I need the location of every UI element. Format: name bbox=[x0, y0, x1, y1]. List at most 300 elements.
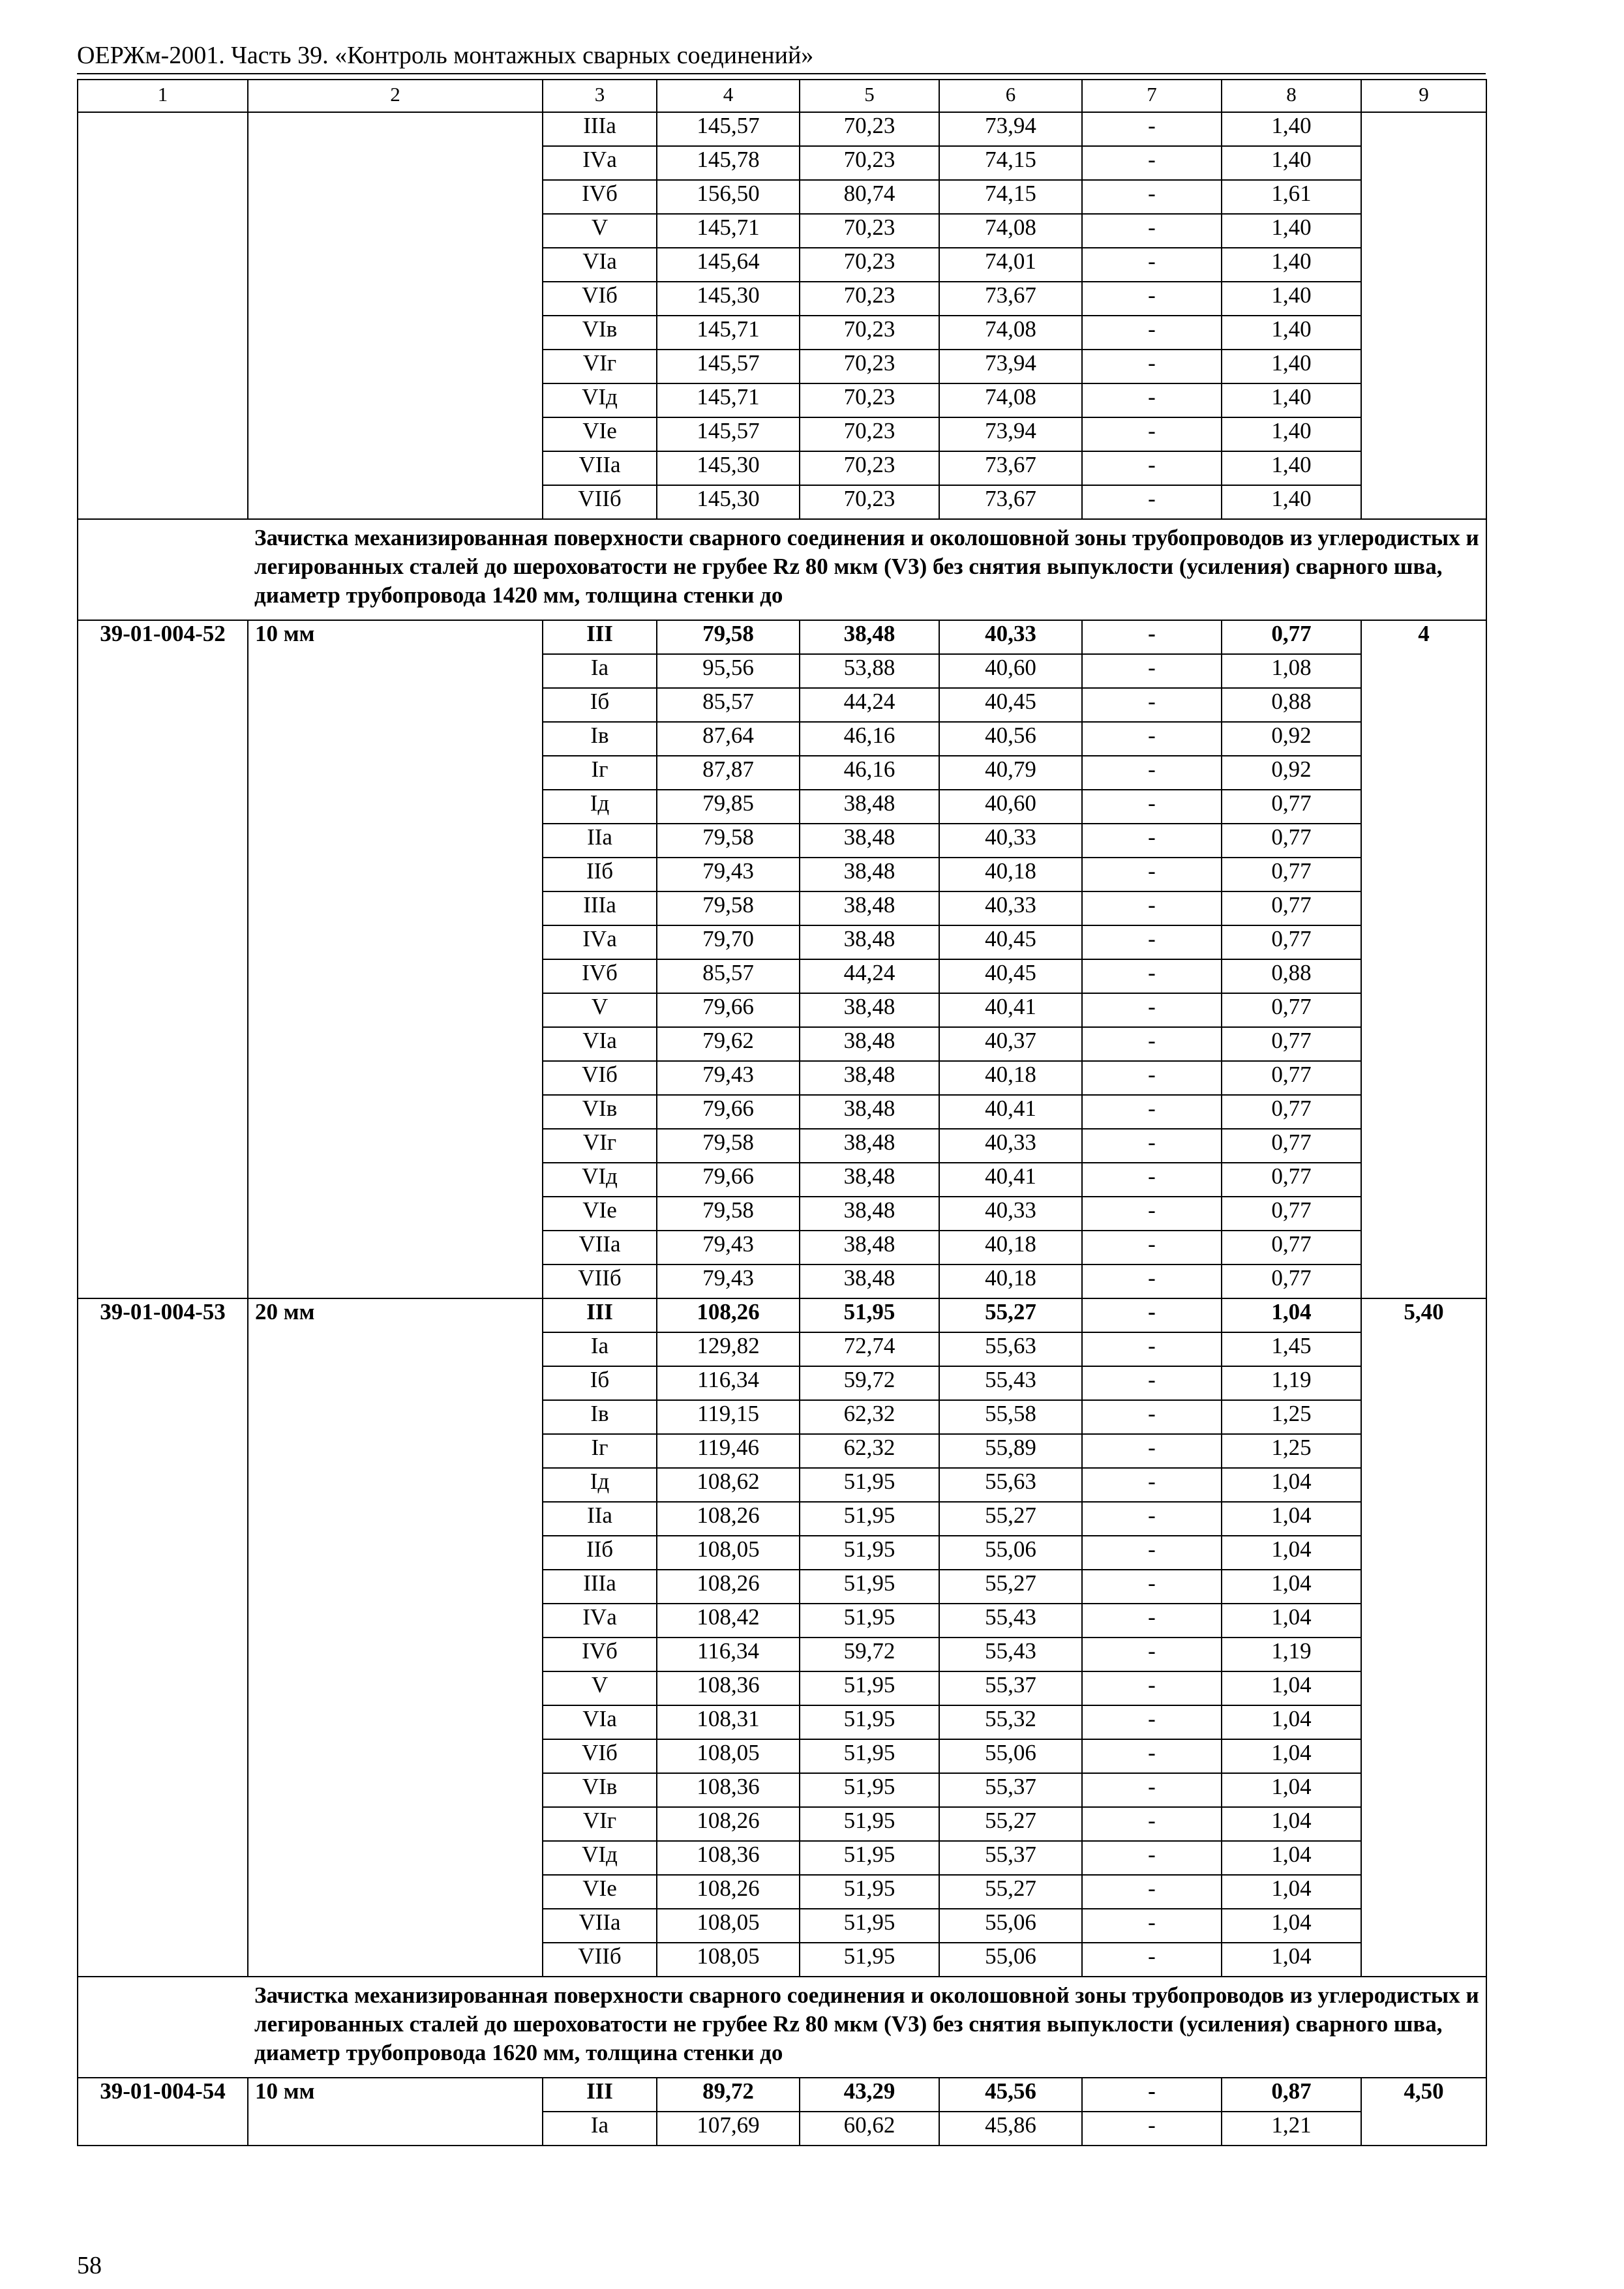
wall-thickness bbox=[248, 1604, 543, 1638]
table-cell: 53,88 bbox=[800, 654, 939, 688]
table-cell: IIIа bbox=[543, 112, 657, 146]
table-cell: 44,24 bbox=[800, 688, 939, 722]
table-cell: 145,30 bbox=[657, 485, 800, 519]
table-cell: 55,06 bbox=[939, 1909, 1082, 1943]
table-cell: VIд bbox=[543, 1163, 657, 1197]
table-cell: 60,62 bbox=[800, 2112, 939, 2146]
coefficient bbox=[1361, 383, 1486, 417]
table-cell: 40,33 bbox=[939, 824, 1082, 858]
table-cell: 0,77 bbox=[1222, 790, 1361, 824]
wall-thickness bbox=[248, 2112, 543, 2146]
table-cell: 51,95 bbox=[800, 1909, 939, 1943]
table-cell: 1,61 bbox=[1222, 180, 1361, 214]
table-cell: 108,26 bbox=[657, 1875, 800, 1909]
table-cell: 0,92 bbox=[1222, 756, 1361, 790]
coefficient bbox=[1361, 316, 1486, 350]
wall-thickness bbox=[248, 316, 543, 350]
coefficient bbox=[1361, 959, 1486, 993]
table-cell: 70,23 bbox=[800, 485, 939, 519]
table-cell: 51,95 bbox=[800, 1502, 939, 1536]
column-number: 9 bbox=[1361, 80, 1486, 112]
table-cell: - bbox=[1082, 146, 1222, 180]
coefficient bbox=[1361, 1638, 1486, 1671]
table-cell: 62,32 bbox=[800, 1434, 939, 1468]
rate-code bbox=[78, 417, 248, 451]
table-cell: 145,30 bbox=[657, 451, 800, 485]
rate-code bbox=[78, 959, 248, 993]
rate-code bbox=[78, 1231, 248, 1264]
coefficient bbox=[1361, 1502, 1486, 1536]
table-row bbox=[78, 1807, 1486, 1841]
column-number: 2 bbox=[248, 80, 543, 112]
table-cell: 1,04 bbox=[1222, 1502, 1361, 1536]
rate-code bbox=[78, 654, 248, 688]
table-row bbox=[78, 1875, 1486, 1909]
wall-thickness bbox=[248, 146, 543, 180]
table-row bbox=[78, 959, 1486, 993]
coefficient bbox=[1361, 1095, 1486, 1129]
table-cell: 70,23 bbox=[800, 112, 939, 146]
table-cell: Iб bbox=[543, 688, 657, 722]
table-cell: 51,95 bbox=[800, 1841, 939, 1875]
rate-code bbox=[78, 1909, 248, 1943]
column-number: 4 bbox=[657, 80, 800, 112]
table-cell: 40,37 bbox=[939, 1027, 1082, 1061]
table-cell: VIIа bbox=[543, 1231, 657, 1264]
table-row bbox=[78, 1197, 1486, 1231]
section-description-row bbox=[78, 519, 1486, 620]
table-cell: III bbox=[543, 620, 657, 654]
wall-thickness bbox=[248, 688, 543, 722]
table-cell: - bbox=[1082, 417, 1222, 451]
table-cell: 40,18 bbox=[939, 1061, 1082, 1095]
column-number-row bbox=[78, 80, 1486, 112]
table-cell: - bbox=[1082, 1163, 1222, 1197]
coefficient bbox=[1361, 248, 1486, 282]
table-cell: 73,94 bbox=[939, 417, 1082, 451]
table-cell: 79,43 bbox=[657, 1231, 800, 1264]
table-cell: IIа bbox=[543, 824, 657, 858]
table-cell: - bbox=[1082, 824, 1222, 858]
table-row bbox=[78, 1536, 1486, 1570]
table-cell: 1,04 bbox=[1222, 1739, 1361, 1773]
table-cell: 1,04 bbox=[1222, 1909, 1361, 1943]
rate-code bbox=[78, 688, 248, 722]
table-cell: VIг bbox=[543, 350, 657, 383]
table-row bbox=[78, 112, 1486, 146]
table-row bbox=[78, 350, 1486, 383]
table-cell: 0,77 bbox=[1222, 1061, 1361, 1095]
table-cell: Iв bbox=[543, 1400, 657, 1434]
table-cell: 38,48 bbox=[800, 790, 939, 824]
table-cell: 108,05 bbox=[657, 1739, 800, 1773]
table-cell: III bbox=[543, 1298, 657, 1332]
table-cell: 0,77 bbox=[1222, 1163, 1361, 1197]
table-cell: VIIб bbox=[543, 1943, 657, 1977]
table-cell: 38,48 bbox=[800, 620, 939, 654]
table-cell: - bbox=[1082, 858, 1222, 891]
table-row bbox=[78, 248, 1486, 282]
rate-code: 39-01-004-53 bbox=[78, 1298, 248, 1332]
table-cell: - bbox=[1082, 1264, 1222, 1298]
table-cell: 73,67 bbox=[939, 451, 1082, 485]
table-cell: 0,77 bbox=[1222, 824, 1361, 858]
rate-code bbox=[78, 1332, 248, 1366]
table-cell: 89,72 bbox=[657, 2078, 800, 2112]
coefficient bbox=[1361, 350, 1486, 383]
wall-thickness bbox=[248, 1739, 543, 1773]
table-cell: VIв bbox=[543, 1773, 657, 1807]
coefficient bbox=[1361, 2112, 1486, 2146]
table-cell: 74,15 bbox=[939, 180, 1082, 214]
wall-thickness bbox=[248, 824, 543, 858]
rate-code: 39-01-004-54 bbox=[78, 2078, 248, 2112]
table-cell: - bbox=[1082, 112, 1222, 146]
wall-thickness bbox=[248, 1807, 543, 1841]
column-number: 1 bbox=[78, 80, 248, 112]
coefficient bbox=[1361, 1841, 1486, 1875]
wall-thickness bbox=[248, 1400, 543, 1434]
rate-code bbox=[78, 1773, 248, 1807]
coefficient bbox=[1361, 485, 1486, 519]
header-rule bbox=[77, 73, 1486, 74]
rate-code bbox=[78, 316, 248, 350]
table-cell: Iа bbox=[543, 2112, 657, 2146]
rate-code bbox=[78, 925, 248, 959]
table-cell: VIа bbox=[543, 248, 657, 282]
table-cell: 79,66 bbox=[657, 993, 800, 1027]
table-row bbox=[78, 316, 1486, 350]
table-cell: - bbox=[1082, 756, 1222, 790]
table-cell: 79,43 bbox=[657, 858, 800, 891]
table-cell: - bbox=[1082, 350, 1222, 383]
wall-thickness bbox=[248, 891, 543, 925]
table-cell: 55,27 bbox=[939, 1298, 1082, 1332]
table-row bbox=[78, 1570, 1486, 1604]
wall-thickness bbox=[248, 1570, 543, 1604]
wall-thickness bbox=[248, 993, 543, 1027]
wall-thickness: 10 мм bbox=[248, 620, 543, 654]
rate-code bbox=[78, 756, 248, 790]
table-cell: 74,08 bbox=[939, 316, 1082, 350]
table-cell: 45,86 bbox=[939, 2112, 1082, 2146]
table-cell: 119,15 bbox=[657, 1400, 800, 1434]
table-row bbox=[78, 1231, 1486, 1264]
rate-code bbox=[78, 180, 248, 214]
wall-thickness bbox=[248, 383, 543, 417]
table-cell: 79,70 bbox=[657, 925, 800, 959]
table-cell: 55,43 bbox=[939, 1638, 1082, 1671]
wall-thickness bbox=[248, 1366, 543, 1400]
coefficient bbox=[1361, 654, 1486, 688]
table-cell: 1,25 bbox=[1222, 1434, 1361, 1468]
table-cell: 108,31 bbox=[657, 1705, 800, 1739]
table-cell: 129,82 bbox=[657, 1332, 800, 1366]
table-cell: - bbox=[1082, 1875, 1222, 1909]
wall-thickness bbox=[248, 1773, 543, 1807]
table-cell: - bbox=[1082, 891, 1222, 925]
coefficient bbox=[1361, 146, 1486, 180]
table-row bbox=[78, 383, 1486, 417]
table-row bbox=[78, 756, 1486, 790]
table-cell: - bbox=[1082, 1536, 1222, 1570]
table-row bbox=[78, 1366, 1486, 1400]
table-cell: Iг bbox=[543, 756, 657, 790]
wall-thickness bbox=[248, 417, 543, 451]
table-row bbox=[78, 1671, 1486, 1705]
table-cell: - bbox=[1082, 383, 1222, 417]
coefficient bbox=[1361, 1773, 1486, 1807]
table-cell: VIв bbox=[543, 316, 657, 350]
rate-code bbox=[78, 790, 248, 824]
table-row bbox=[78, 1061, 1486, 1095]
table-cell: 55,37 bbox=[939, 1773, 1082, 1807]
coefficient bbox=[1361, 1231, 1486, 1264]
table-cell: VIе bbox=[543, 417, 657, 451]
wall-thickness bbox=[248, 1502, 543, 1536]
table-cell: 38,48 bbox=[800, 891, 939, 925]
table-cell: 0,77 bbox=[1222, 1027, 1361, 1061]
rate-code bbox=[78, 824, 248, 858]
table-cell: 145,57 bbox=[657, 417, 800, 451]
table-cell: - bbox=[1082, 1909, 1222, 1943]
rate-code bbox=[78, 1434, 248, 1468]
table-cell: IVа bbox=[543, 146, 657, 180]
coefficient bbox=[1361, 1366, 1486, 1400]
rate-code bbox=[78, 248, 248, 282]
table-row bbox=[78, 790, 1486, 824]
column-number: 5 bbox=[800, 80, 939, 112]
table-cell: 1,04 bbox=[1222, 1807, 1361, 1841]
table-cell: 55,89 bbox=[939, 1434, 1082, 1468]
table-cell: VIе bbox=[543, 1875, 657, 1909]
table-cell: 79,66 bbox=[657, 1095, 800, 1129]
table-cell: 70,23 bbox=[800, 214, 939, 248]
table-cell: 51,95 bbox=[800, 1875, 939, 1909]
table-cell: 1,40 bbox=[1222, 214, 1361, 248]
table-cell: 40,33 bbox=[939, 891, 1082, 925]
table-cell: 73,67 bbox=[939, 485, 1082, 519]
table-cell: 46,16 bbox=[800, 756, 939, 790]
coefficient bbox=[1361, 180, 1486, 214]
table-cell: 0,92 bbox=[1222, 722, 1361, 756]
section-description: Зачистка механизированная поверхности сварного соединения и околошовной зоны трубопроводов из углеродистых и легированных сталей до шероховатости не грубее Rz 80 мкм (V3) без снятия выпуклости (усиления) сварного шва, диаметр трубопровода 1420 мм, толщина стенки до bbox=[248, 519, 1486, 620]
table-cell: - bbox=[1082, 1366, 1222, 1400]
wall-thickness bbox=[248, 214, 543, 248]
table-cell: 51,95 bbox=[800, 1536, 939, 1570]
table-row bbox=[78, 1095, 1486, 1129]
table-cell: Iг bbox=[543, 1434, 657, 1468]
table-row bbox=[78, 1638, 1486, 1671]
table-cell: IIб bbox=[543, 858, 657, 891]
table-cell: 108,36 bbox=[657, 1671, 800, 1705]
table-cell: - bbox=[1082, 1638, 1222, 1671]
coefficient bbox=[1361, 790, 1486, 824]
rate-code bbox=[78, 1027, 248, 1061]
table-cell: 0,77 bbox=[1222, 1197, 1361, 1231]
table-cell: 40,41 bbox=[939, 1095, 1082, 1129]
table-cell: IVа bbox=[543, 925, 657, 959]
table-cell: - bbox=[1082, 1332, 1222, 1366]
table-cell: - bbox=[1082, 1841, 1222, 1875]
table-cell: 74,01 bbox=[939, 248, 1082, 282]
wall-thickness bbox=[248, 1061, 543, 1095]
table-cell: 40,18 bbox=[939, 1264, 1082, 1298]
table-cell: VIа bbox=[543, 1027, 657, 1061]
rate-code bbox=[78, 1400, 248, 1434]
table-cell: 79,66 bbox=[657, 1163, 800, 1197]
coefficient bbox=[1361, 1909, 1486, 1943]
table-cell: IIб bbox=[543, 1536, 657, 1570]
table-cell: 55,37 bbox=[939, 1841, 1082, 1875]
table-row bbox=[78, 1129, 1486, 1163]
wall-thickness bbox=[248, 1163, 543, 1197]
table-cell: 55,27 bbox=[939, 1502, 1082, 1536]
table-cell: Iв bbox=[543, 722, 657, 756]
table-cell: 108,26 bbox=[657, 1807, 800, 1841]
table-cell: 145,71 bbox=[657, 316, 800, 350]
table-cell: 1,04 bbox=[1222, 1773, 1361, 1807]
table-cell: VIг bbox=[543, 1129, 657, 1163]
table-row bbox=[78, 993, 1486, 1027]
table-cell: - bbox=[1082, 248, 1222, 282]
table-row bbox=[78, 180, 1486, 214]
rate-code bbox=[78, 1943, 248, 1977]
table-cell: 108,62 bbox=[657, 1468, 800, 1502]
coefficient: 4,50 bbox=[1361, 2078, 1486, 2112]
table-cell: 1,40 bbox=[1222, 451, 1361, 485]
table-cell: 0,77 bbox=[1222, 1095, 1361, 1129]
rate-code bbox=[78, 993, 248, 1027]
rate-code bbox=[78, 722, 248, 756]
table-cell: 1,08 bbox=[1222, 654, 1361, 688]
table-cell: - bbox=[1082, 282, 1222, 316]
table-cell: VIд bbox=[543, 383, 657, 417]
table-cell: - bbox=[1082, 1502, 1222, 1536]
coefficient bbox=[1361, 1434, 1486, 1468]
table-cell: 1,40 bbox=[1222, 146, 1361, 180]
table-row bbox=[78, 451, 1486, 485]
wall-thickness bbox=[248, 790, 543, 824]
rate-code bbox=[78, 1095, 248, 1129]
table-cell: 1,40 bbox=[1222, 282, 1361, 316]
table-cell: 1,04 bbox=[1222, 1841, 1361, 1875]
rate-code bbox=[78, 383, 248, 417]
table-cell: 108,26 bbox=[657, 1570, 800, 1604]
wall-thickness bbox=[248, 1197, 543, 1231]
coefficient bbox=[1361, 1739, 1486, 1773]
table-row bbox=[78, 2112, 1486, 2146]
table-cell: - bbox=[1082, 620, 1222, 654]
table-cell: 1,19 bbox=[1222, 1366, 1361, 1400]
table-cell: 51,95 bbox=[800, 1468, 939, 1502]
table-row bbox=[78, 1468, 1486, 1502]
table-cell: - bbox=[1082, 959, 1222, 993]
column-number: 3 bbox=[543, 80, 657, 112]
table-cell: 38,48 bbox=[800, 1197, 939, 1231]
wall-thickness bbox=[248, 1536, 543, 1570]
coefficient bbox=[1361, 756, 1486, 790]
table-row bbox=[78, 1943, 1486, 1977]
table-cell: 38,48 bbox=[800, 1027, 939, 1061]
table-cell: 108,26 bbox=[657, 1502, 800, 1536]
table-cell: VIб bbox=[543, 1061, 657, 1095]
table-cell: 79,43 bbox=[657, 1264, 800, 1298]
table-cell: 51,95 bbox=[800, 1671, 939, 1705]
rate-code bbox=[78, 282, 248, 316]
wall-thickness bbox=[248, 1943, 543, 1977]
coefficient bbox=[1361, 1197, 1486, 1231]
table-cell: 55,43 bbox=[939, 1366, 1082, 1400]
table-row bbox=[78, 1705, 1486, 1739]
table-cell: 55,32 bbox=[939, 1705, 1082, 1739]
table-cell: 1,40 bbox=[1222, 112, 1361, 146]
table-row bbox=[78, 214, 1486, 248]
table-row bbox=[78, 1909, 1486, 1943]
table-cell: - bbox=[1082, 180, 1222, 214]
rates-table bbox=[77, 79, 1487, 2146]
coefficient bbox=[1361, 1400, 1486, 1434]
coefficient bbox=[1361, 722, 1486, 756]
coefficient bbox=[1361, 1163, 1486, 1197]
rate-code bbox=[78, 1807, 248, 1841]
table-cell: 38,48 bbox=[800, 1061, 939, 1095]
rate-code bbox=[78, 112, 248, 146]
table-cell: 55,27 bbox=[939, 1570, 1082, 1604]
coefficient bbox=[1361, 112, 1486, 146]
rate-code bbox=[78, 1197, 248, 1231]
table-cell: 72,74 bbox=[800, 1332, 939, 1366]
rate-code bbox=[78, 1468, 248, 1502]
rate-code bbox=[78, 1502, 248, 1536]
table-cell: - bbox=[1082, 1468, 1222, 1502]
table-cell: - bbox=[1082, 2112, 1222, 2146]
table-cell: - bbox=[1082, 1197, 1222, 1231]
table-cell: - bbox=[1082, 316, 1222, 350]
table-cell: 51,95 bbox=[800, 1705, 939, 1739]
table-cell: 79,58 bbox=[657, 1197, 800, 1231]
table-cell: 1,04 bbox=[1222, 1468, 1361, 1502]
table-cell: 40,45 bbox=[939, 688, 1082, 722]
coefficient bbox=[1361, 1875, 1486, 1909]
table-cell: - bbox=[1082, 1705, 1222, 1739]
table-cell: 79,58 bbox=[657, 824, 800, 858]
table-cell: 44,24 bbox=[800, 959, 939, 993]
coefficient bbox=[1361, 1943, 1486, 1977]
table-cell: III bbox=[543, 2078, 657, 2112]
table-cell: - bbox=[1082, 1604, 1222, 1638]
table-cell: 59,72 bbox=[800, 1366, 939, 1400]
coefficient bbox=[1361, 1027, 1486, 1061]
table-cell: 40,56 bbox=[939, 722, 1082, 756]
table-cell: 119,46 bbox=[657, 1434, 800, 1468]
table-cell: IIа bbox=[543, 1502, 657, 1536]
table-cell: 73,94 bbox=[939, 350, 1082, 383]
rate-code bbox=[78, 1061, 248, 1095]
coefficient bbox=[1361, 282, 1486, 316]
table-row bbox=[78, 688, 1486, 722]
table-cell: 108,36 bbox=[657, 1773, 800, 1807]
table-cell: - bbox=[1082, 485, 1222, 519]
table-cell: 38,48 bbox=[800, 1129, 939, 1163]
table-cell: VIIб bbox=[543, 1264, 657, 1298]
table-cell: 70,23 bbox=[800, 282, 939, 316]
table-cell: 0,77 bbox=[1222, 993, 1361, 1027]
table-cell: 79,58 bbox=[657, 1129, 800, 1163]
page-header: ОЕРЖм-2001. Часть 39. «Контроль монтажных сварных соединений» bbox=[77, 42, 814, 69]
table-cell: - bbox=[1082, 688, 1222, 722]
table-cell: V bbox=[543, 1671, 657, 1705]
